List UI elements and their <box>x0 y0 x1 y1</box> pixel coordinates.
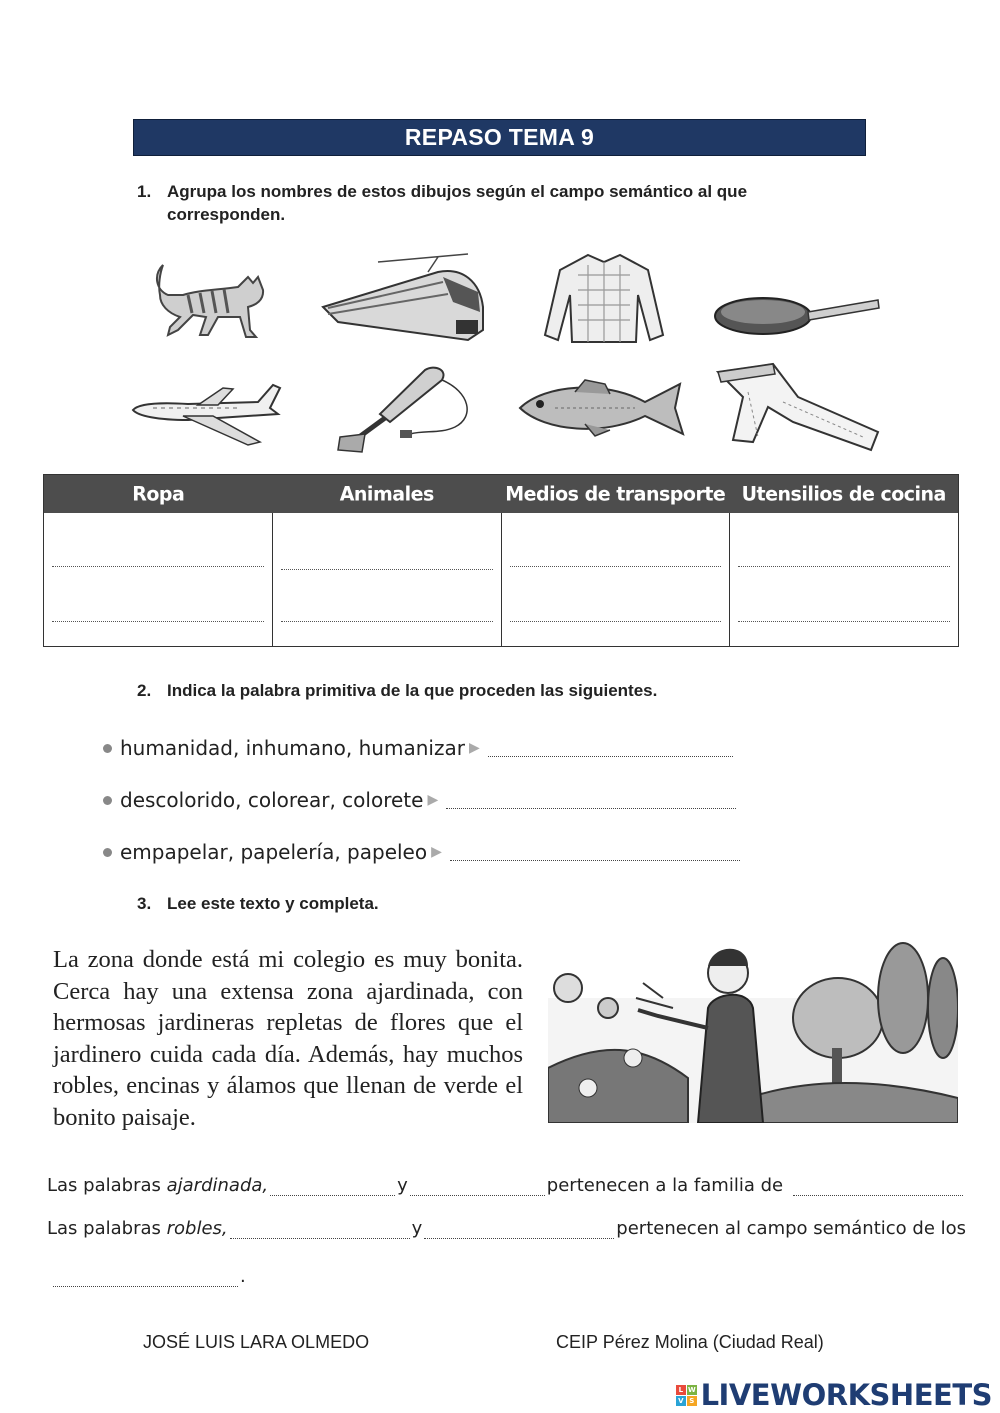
header-transporte: Medios de transporte <box>505 482 726 506</box>
brand-logo-icon: L W V S <box>676 1385 697 1406</box>
header-animales: Animales <box>339 482 434 506</box>
question-text: Indica la palabra primitiva de la que proceden las siguientes. <box>167 681 658 700</box>
bullet-icon <box>103 744 112 753</box>
word-list: empapelar, papelería, papeleo <box>120 840 428 864</box>
bullet-icon <box>103 796 112 805</box>
fill-line-1 <box>47 1175 965 1196</box>
answer-field[interactable] <box>52 566 264 567</box>
fill-line-3 <box>51 1266 246 1287</box>
answer-field[interactable] <box>281 569 493 570</box>
fill-line-2 <box>47 1218 966 1239</box>
arrow-icon: ▶ <box>468 740 480 756</box>
answer-field[interactable] <box>446 792 736 809</box>
classification-table <box>43 474 959 647</box>
word-list: descolorido, colorear, colorete <box>120 788 424 812</box>
question-text: Agrupa los nombres de estos dibujos según el campo semántico al que <box>167 182 748 201</box>
fill-text: Las palabras <box>47 1218 161 1239</box>
answer-field[interactable] <box>410 1181 545 1196</box>
arrow-icon: ▶ <box>427 792 439 808</box>
train-icon <box>318 252 488 344</box>
answer-field[interactable] <box>53 1272 238 1287</box>
fill-conjunction: y <box>411 1218 423 1239</box>
fill-word: ajardinada, <box>166 1175 269 1196</box>
author-name: JOSÉ LUIS LARA OLMEDO <box>143 1332 370 1352</box>
question-2 <box>137 681 657 701</box>
header-ropa: Ropa <box>132 482 185 506</box>
fish-icon <box>515 372 687 444</box>
word-list: humanidad, inhumano, humanizar <box>120 736 465 760</box>
answer-field[interactable] <box>488 740 733 757</box>
fill-period: . <box>240 1266 246 1287</box>
question-text-cont: corresponden. <box>167 205 286 224</box>
question-number: 2. <box>137 681 152 700</box>
answer-field[interactable] <box>52 621 264 622</box>
fill-text: pertenecen a la familia de <box>546 1175 784 1196</box>
column-animales <box>273 513 502 646</box>
page-title: REPASO TEMA 9 <box>133 119 866 156</box>
word-item <box>103 736 733 760</box>
school-name: CEIP Pérez Molina (Ciudad Real) <box>556 1332 824 1352</box>
column-ropa <box>44 513 273 646</box>
answer-field[interactable] <box>738 566 950 567</box>
question-1 <box>137 180 877 226</box>
answer-field[interactable] <box>793 1181 963 1196</box>
header-utensilios: Utensilios de cocina <box>741 482 946 506</box>
fill-text: pertenecen al campo semántico de los <box>616 1218 967 1239</box>
answer-field[interactable] <box>510 621 722 622</box>
column-utensilios <box>730 513 958 646</box>
question-3 <box>137 894 379 914</box>
brand-logo <box>676 1378 992 1412</box>
airplane-icon <box>128 380 283 450</box>
shirt-icon <box>538 250 670 346</box>
arrow-icon: ▶ <box>431 844 442 860</box>
answer-field[interactable] <box>281 621 493 622</box>
trousers-icon <box>713 362 883 454</box>
frying-pan-icon <box>713 292 881 340</box>
column-transporte <box>502 513 731 646</box>
brand-text: LIVEWORKSHEETS <box>700 1378 992 1412</box>
answer-field[interactable] <box>450 844 740 861</box>
gardener-illustration <box>548 938 958 1123</box>
answer-field[interactable] <box>230 1224 410 1239</box>
fill-conjunction: y <box>397 1175 408 1196</box>
word-item <box>103 788 736 812</box>
word-item <box>103 840 740 864</box>
blender-icon <box>330 362 480 454</box>
bullet-icon <box>103 848 112 857</box>
answer-field[interactable] <box>424 1224 614 1239</box>
question-number: 3. <box>137 894 152 913</box>
question-text: Lee este texto y completa. <box>167 894 379 913</box>
cat-icon <box>138 255 273 345</box>
table-header <box>44 475 958 513</box>
question-number: 1. <box>137 182 152 201</box>
answer-field[interactable] <box>738 621 950 622</box>
reading-text: La zona donde está mi colegio es muy bonita. Cerca hay una extensa zona ajardinada, con hermosas jardineras repletas de flores que el jardinero cuida cada día. Además, hay muchos robles, encinas y álamos que llenan de verde el bonito paisaje. <box>53 946 523 1131</box>
table-body <box>44 513 958 646</box>
answer-field[interactable] <box>270 1181 395 1196</box>
fill-word: robles, <box>166 1218 228 1239</box>
answer-field[interactable] <box>510 566 722 567</box>
fill-text: Las palabras <box>47 1175 161 1196</box>
